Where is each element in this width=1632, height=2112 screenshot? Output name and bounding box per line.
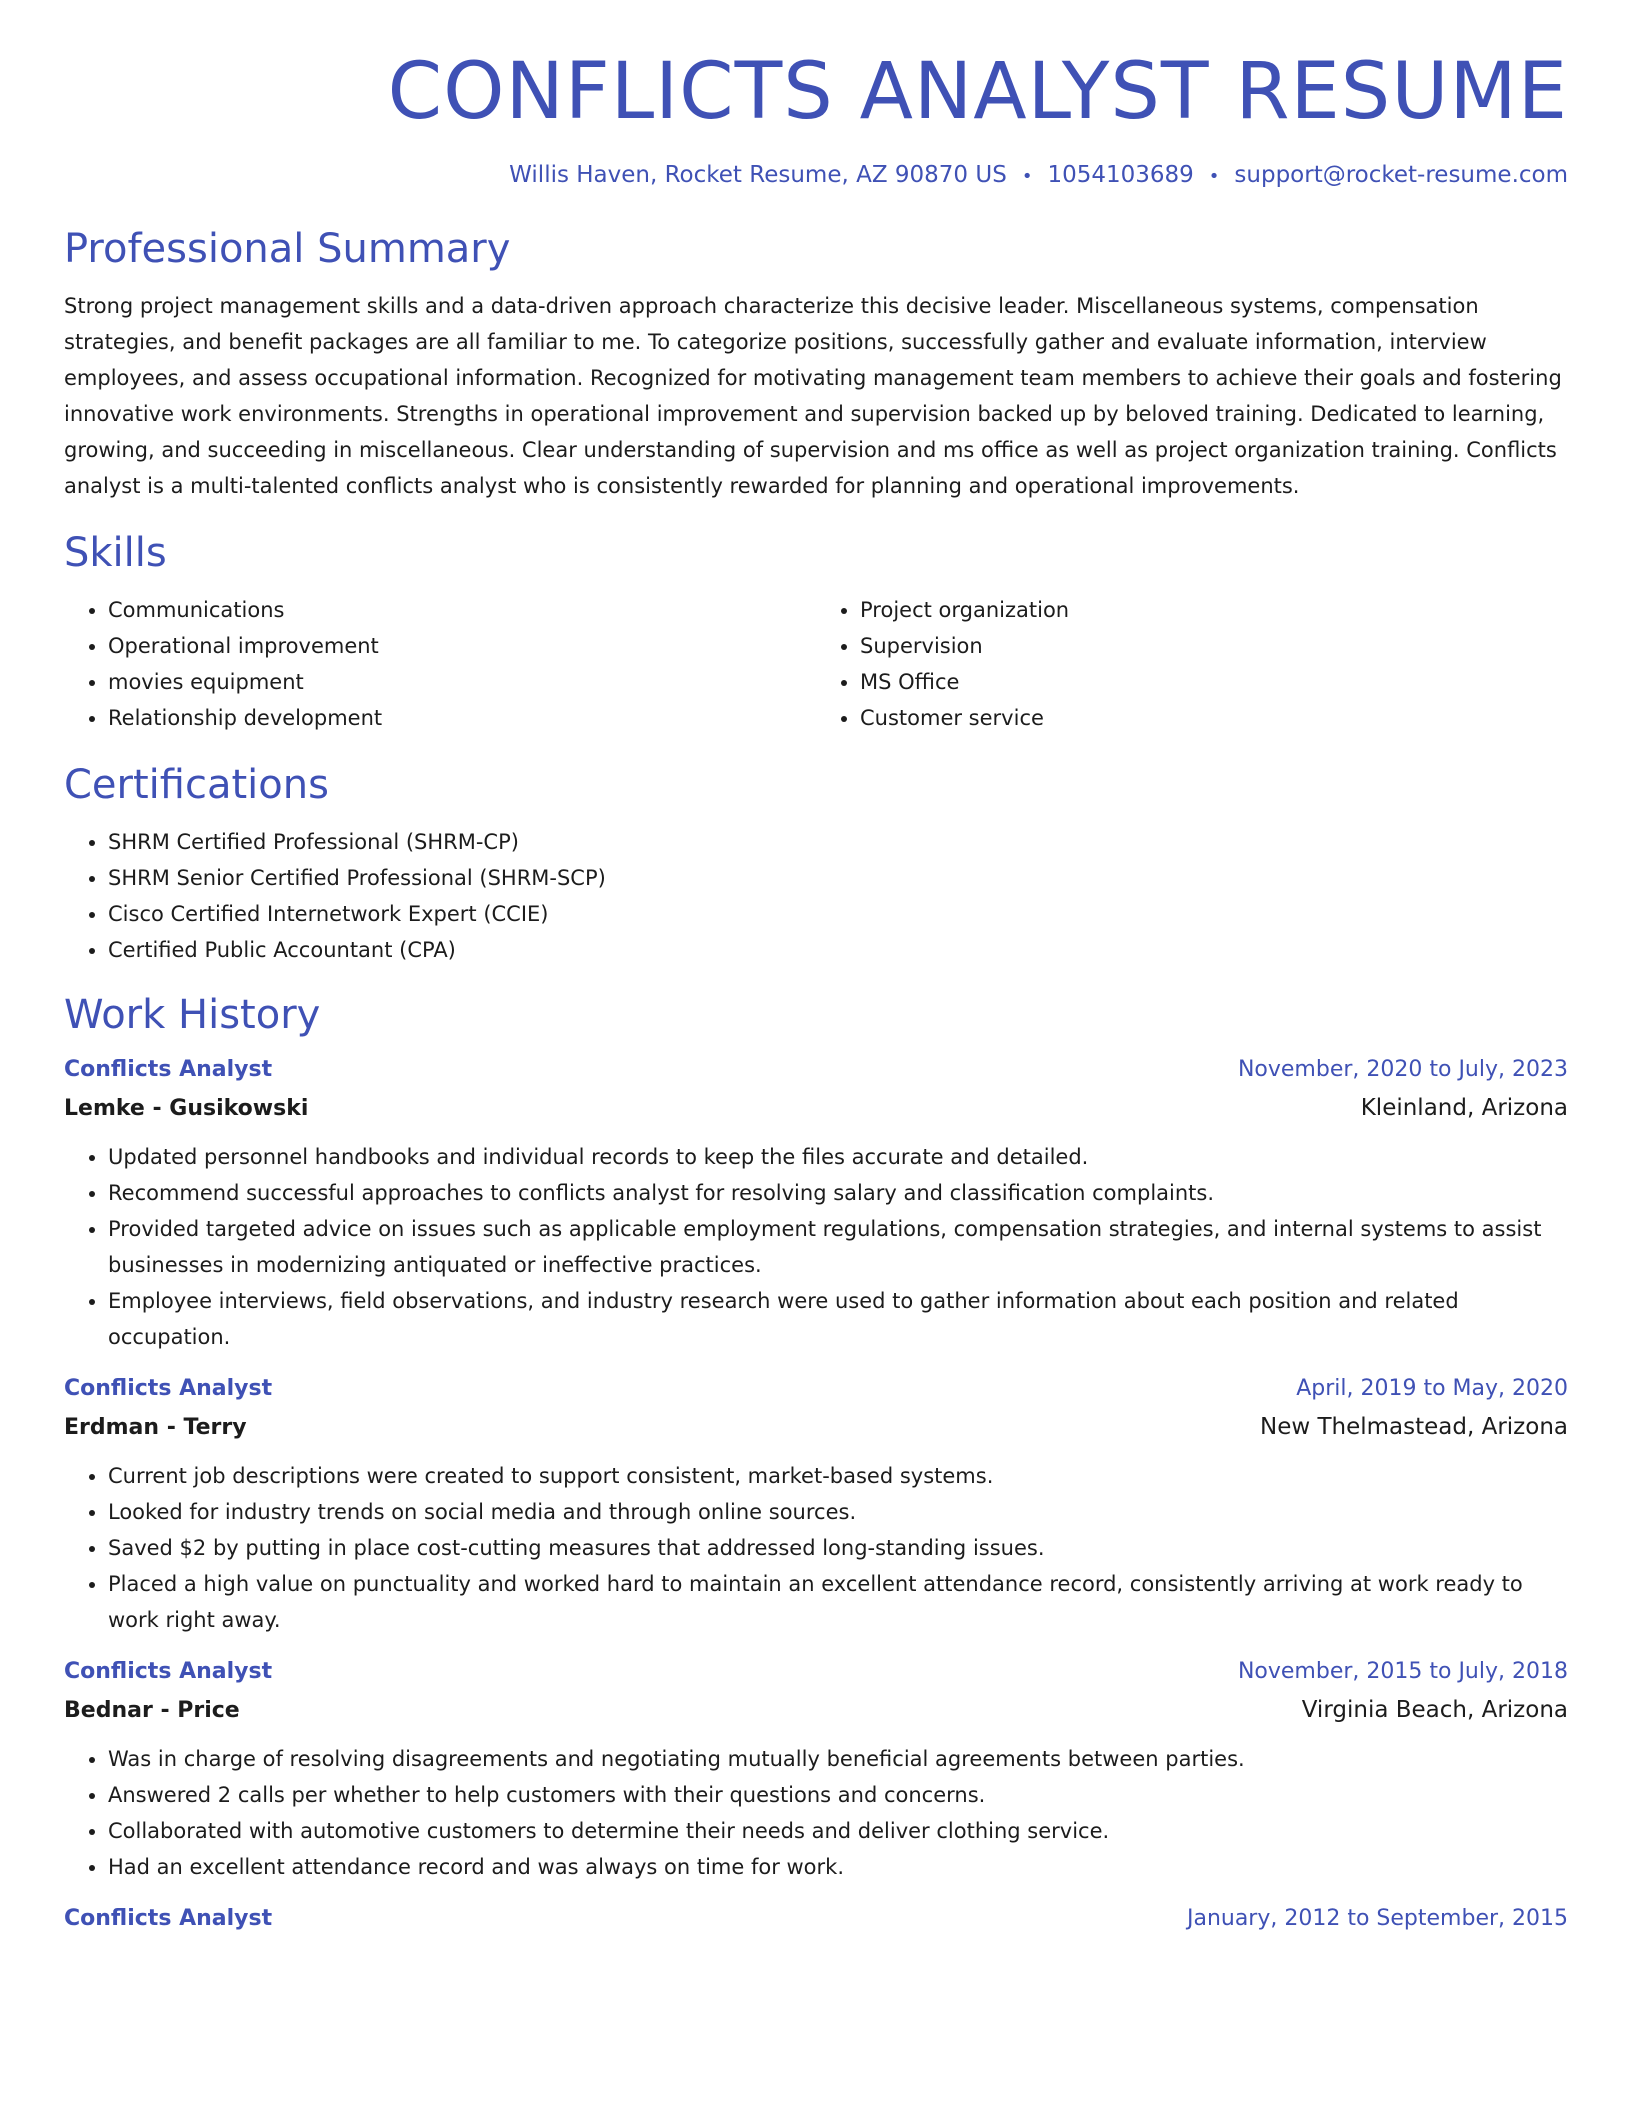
job-company: Lemke - Gusikowski <box>64 1096 309 1122</box>
section-heading-certifications: Certifications <box>64 762 329 809</box>
certification-item: • Certified Public Accountant (CPA) <box>108 932 1568 968</box>
job-subheader <box>64 1690 1568 1731</box>
job-header <box>64 1654 1568 1690</box>
job-title: Conflicts Analyst <box>64 1376 273 1402</box>
section-heading-skills: Skills <box>64 530 167 577</box>
job-bullet: • Had an excellent attendance record and was always on time for work. <box>108 1849 1568 1885</box>
job-bullet: • Collaborated with automotive customers to determine their needs and deliver clothing service. <box>108 1813 1568 1849</box>
job-bullet: • Looked for industry trends on social media and through online sources. <box>108 1494 1568 1530</box>
job-entry <box>64 1052 1568 1355</box>
skill-item: • movies equipment <box>108 664 816 700</box>
skill-item: • Customer service <box>860 700 1568 736</box>
skills-grid <box>64 592 1568 736</box>
job-bullets <box>64 1139 1568 1355</box>
job-dates: November, 2015 to July, 2018 <box>1237 1659 1568 1685</box>
job-bullet: • Saved $2 by putting in place cost-cutting measures that addressed long-standing issues. <box>108 1530 1568 1566</box>
contact-separator: • <box>1208 166 1220 188</box>
job-bullet: • Provided targeted advice on issues such as applicable employment regulations, compensation strategies, and internal systems to assist businesses in modernizing antiquated or ineffective practices. <box>108 1211 1568 1283</box>
section-heading-summary: Professional Summary <box>64 226 511 273</box>
job-entry <box>64 1901 1568 1937</box>
summary-text: Strong project management skills and a data-driven approach characterize this decisive leader. Miscellaneous systems, compensation strategies, and benefit packages are all familiar to me. To categorize positions, successfully gather and evaluate information, interview employees, and assess occupational information. Recognized for motivating management team members to achieve their goals and fostering innovative work environments. Strengths in operational improvement and supervision backed up by beloved training. Dedicated to learning, growing, and succeeding in miscellaneous. Clear understanding of supervision and ms office as well as project organization training. Conflicts analyst is a multi-talented conflicts analyst who is consistently rewarded for planning and operational improvements. <box>64 294 1562 499</box>
contact-address: Willis Haven, Rocket Resume, AZ 90870 US <box>509 162 1007 189</box>
skills-list-right <box>816 592 1568 736</box>
job-company: Bednar - Price <box>64 1698 240 1724</box>
job-header <box>64 1371 1568 1407</box>
certification-item: • Cisco Certified Internetwork Expert (CCIE) <box>108 896 1568 932</box>
skill-item: • Communications <box>108 592 816 628</box>
skill-item: • Operational improvement <box>108 628 816 664</box>
job-location: Kleinland, Arizona <box>1360 1095 1568 1122</box>
contact-email[interactable]: support@rocket-resume.com <box>1234 162 1568 189</box>
job-bullet: • Current job descriptions were created to support consistent, market-based systems. <box>108 1458 1568 1494</box>
job-bullet: • Answered 2 calls per whether to help customers with their questions and concerns. <box>108 1777 1568 1813</box>
job-subheader <box>64 1088 1568 1129</box>
skill-item: • Relationship development <box>108 700 816 736</box>
job-bullet: • Employee interviews, field observations, and industry research were used to gather information about each position and related occupation. <box>108 1283 1568 1355</box>
job-company: Erdman - Terry <box>64 1415 247 1441</box>
contact-separator: • <box>1021 166 1033 188</box>
job-bullet: • Updated personnel handbooks and individual records to keep the files accurate and detailed. <box>108 1139 1568 1175</box>
job-header <box>64 1901 1568 1937</box>
section-heading-work-history: Work History <box>64 992 321 1039</box>
skill-item: • MS Office <box>860 664 1568 700</box>
contact-phone: 1054103689 <box>1047 162 1194 189</box>
job-bullet: • Placed a high value on punctuality and worked hard to maintain an excellent attendance record, consistently arriving at work ready to work right away. <box>108 1566 1568 1638</box>
skill-item: • Supervision <box>860 628 1568 664</box>
job-title: Conflicts Analyst <box>64 1057 273 1083</box>
skills-list-left <box>64 592 816 736</box>
job-entry <box>64 1654 1568 1885</box>
job-title: Conflicts Analyst <box>64 1906 273 1932</box>
job-subheader <box>64 1407 1568 1448</box>
job-dates: November, 2020 to July, 2023 <box>1237 1057 1568 1083</box>
job-entry <box>64 1371 1568 1638</box>
job-title: Conflicts Analyst <box>64 1659 273 1685</box>
job-location: Virginia Beach, Arizona <box>1301 1697 1568 1724</box>
certification-item: • SHRM Senior Certified Professional (SHRM-SCP) <box>108 860 1568 896</box>
job-bullet: • Recommend successful approaches to conflicts analyst for resolving salary and classification complaints. <box>108 1175 1568 1211</box>
contact-line <box>64 158 1568 194</box>
certification-item: • SHRM Certified Professional (SHRM-CP) <box>108 824 1568 860</box>
skill-item: • Project organization <box>860 592 1568 628</box>
job-bullets <box>64 1741 1568 1885</box>
resume-title: CONFLICTS ANALYST RESUME <box>387 47 1568 137</box>
job-bullet: • Was in charge of resolving disagreements and negotiating mutually beneficial agreements between parties. <box>108 1741 1568 1777</box>
job-dates: April, 2019 to May, 2020 <box>1296 1376 1568 1402</box>
job-header <box>64 1052 1568 1088</box>
job-location: New Thelmastead, Arizona <box>1259 1414 1568 1441</box>
job-dates: January, 2012 to September, 2015 <box>1186 1906 1568 1932</box>
certifications-list <box>64 824 1568 968</box>
job-bullets <box>64 1458 1568 1638</box>
